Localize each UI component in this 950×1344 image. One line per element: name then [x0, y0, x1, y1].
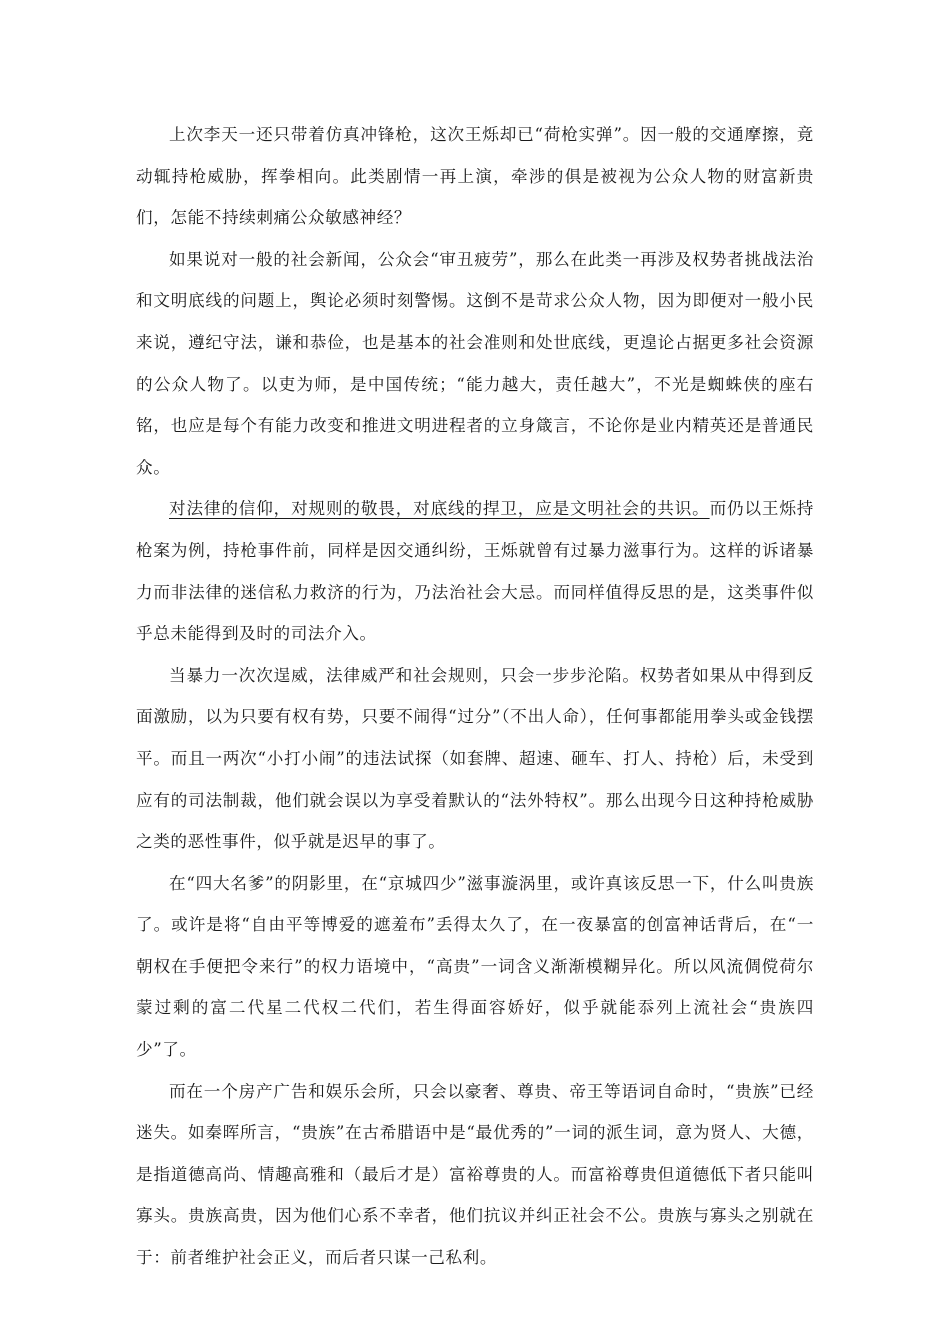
- paragraph-text: 而仍以王烁持枪案为例，持枪事件前，同样是因交通纠纷，王烁就曾有过暴力滋事行为。这样的诉诸暴力而非法律的迷信私力救济的行为，乃法治社会大忌。而同样值得反思的是，这类事件似乎总未能得到及时的司法介入。: [136, 499, 814, 644]
- document-body: [136, 114, 814, 1279]
- paragraph-text: 而在一个房产广告和娱乐会所，只会以豪奢、尊贵、帝王等语词自命时，“贵族”已经迷失。如秦晖所言，“贵族”在古希腊语中是“最优秀的”一词的派生词，意为贤人、大德，是指道德高尚、情趣高雅和（最后才是）富裕尊贵的人。而富裕尊贵但道德低下者只能叫寡头。贵族高贵，因为他们心系不幸者，他们抗议并纠正社会不公。贵族与寡头之别就在于：前者维护社会正义，而后者只谋一己私利。: [136, 1081, 814, 1268]
- paragraph-4: [136, 655, 814, 863]
- paragraph-6: [136, 1071, 814, 1279]
- paragraph-text: 上次李天一还只带着仿真冲锋枪，这次王烁却已“荷枪实弹”。因一般的交通摩擦，竟动辄持枪威胁，挥拳相向。此类剧情一再上演，牵涉的俱是被视为公众人物的财富新贵们，怎能不持续刺痛公众敏感神经？: [136, 125, 814, 228]
- underlined-sentence: 对法律的信仰，对规则的敬畏，对底线的捍卫，应是文明社会的共识。: [169, 499, 710, 519]
- paragraph-1: [136, 114, 814, 239]
- paragraph-text: 当暴力一次次逞威，法律威严和社会规则，只会一步步沦陷。权势者如果从中得到反面激励，以为只要有权有势，只要不闹得“过分”（不出人命），任何事都能用拳头或金钱摆平。而且一两次“小打小闹”的违法试探（如套牌、超速、砸车、打人、持枪）后，未受到应有的司法制裁，他们就会误以为享受着默认的“法外特权”。那么出现今日这种持枪威胁之类的恶性事件，似乎就是迟早的事了。: [136, 665, 814, 852]
- paragraph-5: [136, 863, 814, 1071]
- paragraph-text: 如果说对一般的社会新闻，公众会“审丑疲劳”，那么在此类一再涉及权势者挑战法治和文明底线的问题上，舆论必须时刻警惕。这倒不是苛求公众人物，因为即便对一般小民来说，遵纪守法，谦和恭俭，也是基本的社会准则和处世底线，更遑论占据更多社会资源的公众人物了。以吏为师，是中国传统；“能力越大，责任越大”，不光是蜘蛛侠的座右铭，也应是每个有能力改变和推进文明进程者的立身箴言，不论你是业内精英还是普通民众。: [136, 249, 814, 477]
- paragraph-text: 在“四大名爹”的阴影里，在“京城四少”滋事漩涡里，或许真该反思一下，什么叫贵族了。或许是将“自由平等博爱的遮羞布”丢得太久了，在一夜暴富的创富神话背后，在“一朝权在手便把令来行”的权力语境中，“高贵”一词含义渐渐模糊异化。所以风流倜傥荷尔蒙过剩的富二代星二代权二代们，若生得面容娇好，似乎就能忝列上流社会“贵族四少”了。: [136, 873, 814, 1060]
- paragraph-3: [136, 488, 814, 654]
- paragraph-2: [136, 239, 814, 489]
